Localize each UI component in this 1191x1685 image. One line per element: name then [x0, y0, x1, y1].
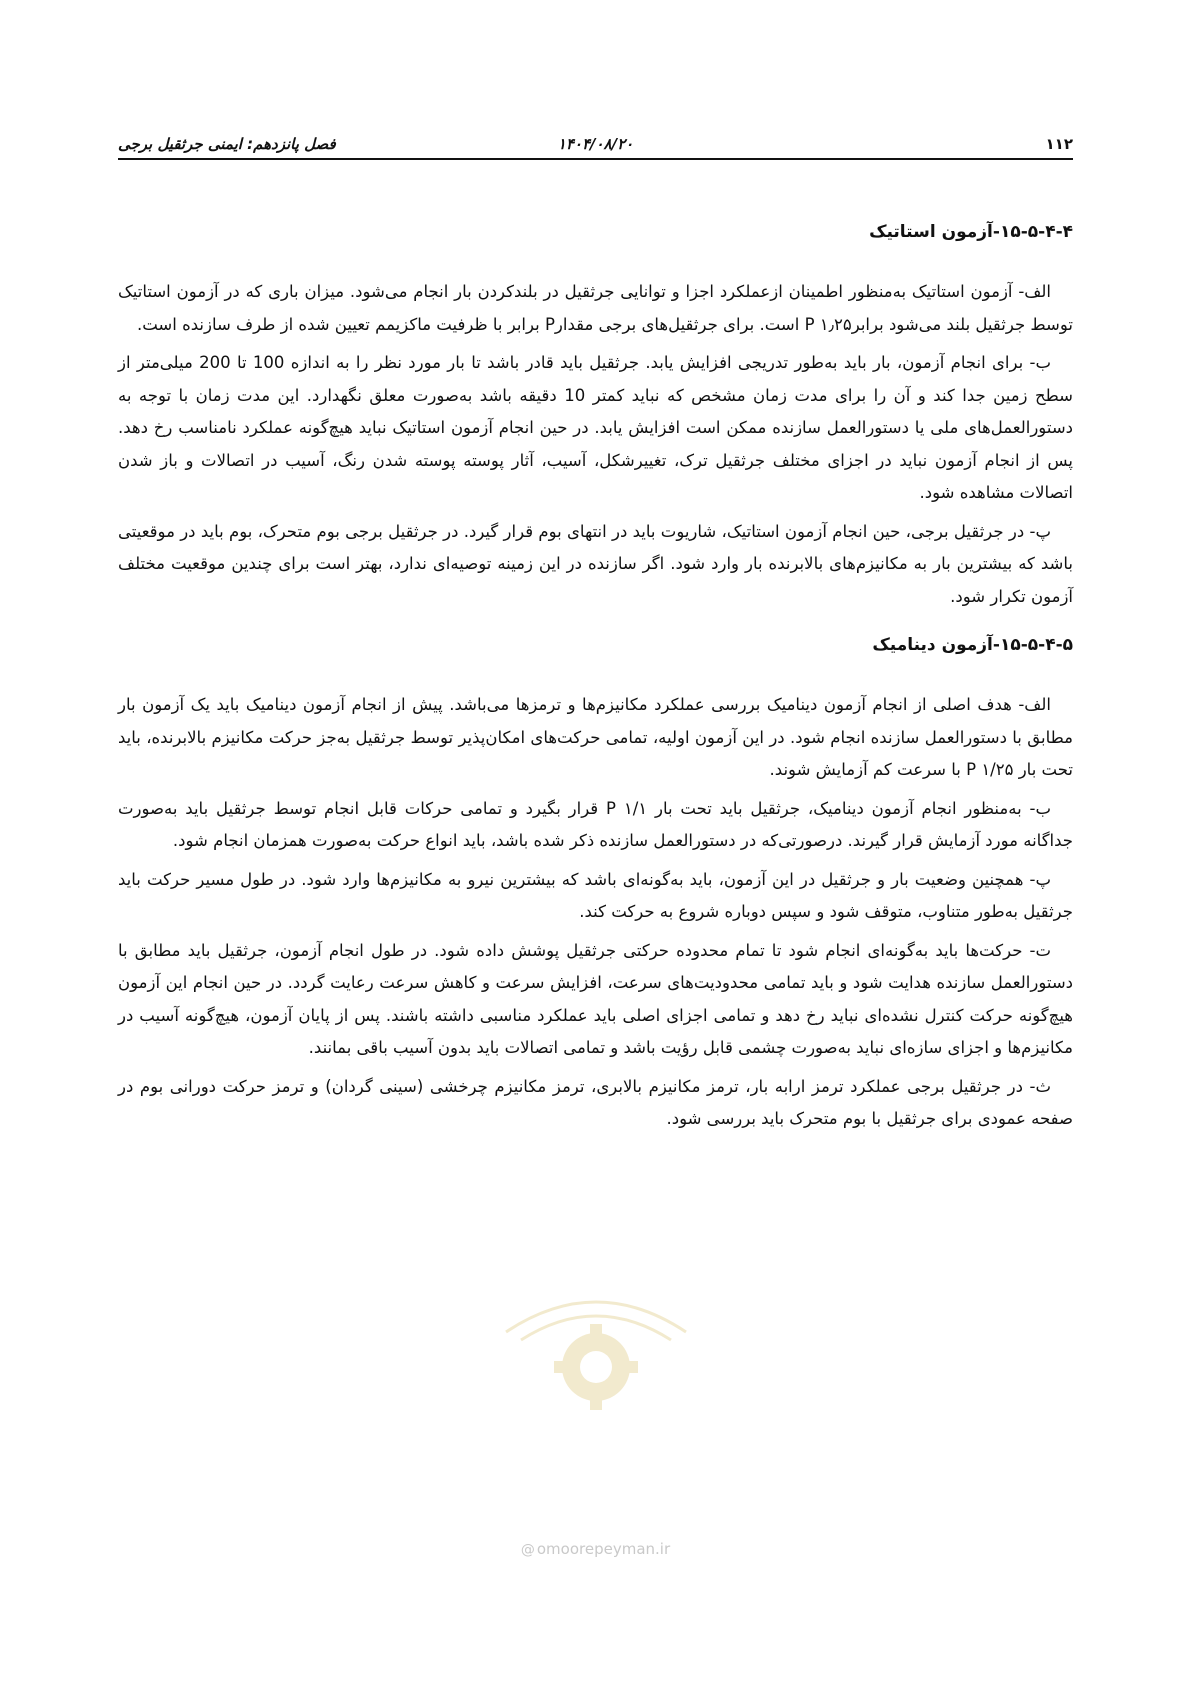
- chapter-title: فصل پانزدهم: ایمنی جرثقیل برجی: [118, 135, 336, 153]
- at-sign-icon: @: [520, 1542, 535, 1558]
- watermark-logo-icon: [466, 1262, 726, 1422]
- paragraph: ت- حرکت‌ها باید به‌گونه‌ای انجام شود تا تمام محدوده حرکتی جرثقیل پوشش داده شود. در طول انجام آزمون، جرثقیل باید مطابق با دستورالعمل سازنده هدایت شود و باید تمامی محدودیت‌های سرعت، افزایش سرعت و کاهش سرعت رعایت گردد. در حین انجام این آزمون هیچ‌گونه حرکت کنترل نشده‌ای نباید رخ دهد و تمامی اجزای اصلی باید عملکرد مناسبی داشته باشند. پس از پایان آزمون، هیچ‌گونه آسیب در مکانیزم‌ها و اجزای سازه‌ای نباید به‌صورت چشمی قابل رؤیت باشد و تمامی اتصالات باید بدون آسیب باقی بمانند.: [118, 940, 1073, 1057]
- paragraph: پ- در جرثقیل برجی، حین انجام آزمون استاتیک، شاریوت باید در انتهای بوم قرار گیرد. در جرثقیل برجی بوم متحرک، بوم باید در موقعیتی باشد که بیشترین بار به مکانیزم‌های بالابرنده بار وارد شود. اگر سازنده در این زمینه توصیه‌ای ندارد، بهتر است برای چندین موقعیت مختلف آزمون تکرار شود.: [118, 521, 1073, 606]
- paragraph: ث- در جرثقیل برجی عملکرد ترمز ارابه بار، ترمز مکانیزم بالابری، ترمز مکانیزم چرخشی (سینی گردان) و ترمز حرکت دورانی بوم در صفحه عمودی برای جرثقیل با بوم متحرک باید بررسی شود.: [118, 1076, 1073, 1128]
- page-header: [118, 132, 1073, 156]
- watermark-url-text: omoorepeyman.ir: [536, 1540, 671, 1558]
- section-heading-dynamic-test: ۱۵-۵-۴-۵-آزمون دینامیک: [872, 635, 1073, 655]
- paragraph: الف- آزمون استاتیک به‌منظور اطمینان ازعملکرد اجزا و توانایی جرثقیل در بلندکردن بار انجام می‌شود. میزان باری که در آزمون استاتیک توسط جرثقیل بلند می‌شود برابرP ۱٫۲۵ است. برای جرثقیل‌های برجی مقدارP برابر با ظرفیت ماکزیمم تعیین شده از طرف سازنده است.: [118, 282, 1073, 334]
- header-date: ۱۴۰۴/۰۸/۲۰: [557, 135, 634, 153]
- paragraph: ب- برای انجام آزمون، بار باید به‌طور تدریجی افزایش یابد. جرثقیل باید قادر باشد تا بار مورد نظر را به اندازه 100 تا 200 میلی‌متر از سطح زمین جدا کند و آن را برای مدت زمان مشخص که نباید کمتر 10 دقیقه باشد به‌صورت معلق نگهدارد. این مدت زمان با توجه به دستورالعمل‌های ملی یا دستورالعمل سازنده ممکن است افزایش یابد. در حین انجام آزمون استاتیک نباید هیچ‌گونه عملکرد نامناسب رخ دهد. پس از انجام آزمون نباید در اجزای مختلف جرثقیل ترک، تغییرشکل، آسیب، آثار پوسته پوسته شدن رنگ، آسیب در اتصالات و باز شدن اتصالات مشاهده شود.: [118, 353, 1073, 502]
- paragraph: ب- به‌منظور انجام آزمون دینامیک، جرثقیل باید تحت بار ۱/۱ P قرار بگیرد و تمامی حرکات قابل انجام توسط جرثقیل باید به‌صورت جداگانه مورد آزمایش قرار گیرند. درصورتی‌که در دستورالعمل سازنده ذکر شده باشد، باید انواع حرکت به‌صورت همزمان انجام شود.: [118, 798, 1073, 850]
- header-divider: [118, 158, 1073, 160]
- paragraph: الف- هدف اصلی از انجام آزمون دینامیک بررسی عملکرد مکانیزم‌ها و ترمزها می‌باشد. پیش از انجام آزمون دینامیک باید یک آزمون بار مطابق با دستورالعمل سازنده انجام شود. در این آزمون اولیه، تمامی حرکت‌های امکان‌پذیر توسط جرثقیل به‌جز حرکت مکانیزم بالابرنده، باید تحت بار ۱/۲۵ P با سرعت کم آزمایش شوند.: [118, 695, 1073, 779]
- watermark-url: [0, 1540, 1191, 1558]
- section-heading-static-test: ۱۵-۵-۴-۴-آزمون استاتیک: [869, 222, 1073, 242]
- page-number: ۱۱۲: [1045, 135, 1073, 153]
- document-body: [118, 218, 1073, 1142]
- paragraph: پ- همچنین وضعیت بار و جرثقیل در این آزمون، باید به‌گونه‌ای باشد که بیشترین نیرو به مکانیزم‌ها وارد شود. در طول مسیر حرکت باید جرثقیل به‌طور متناوب، متوقف شود و سپس دوباره شروع به حرکت کند.: [118, 869, 1073, 921]
